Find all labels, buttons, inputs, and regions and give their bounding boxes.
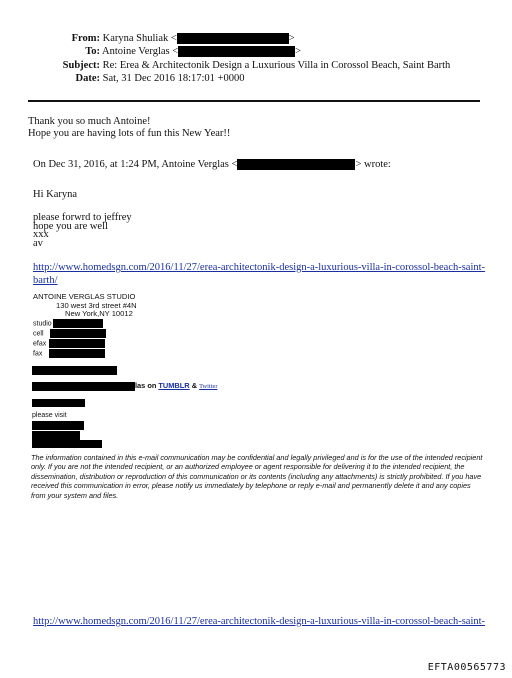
redaction-bar [177,33,289,44]
from-value: Karyna Shuliak < [102,33,177,44]
footer-link[interactable]: http://www.homedsgn.com/2016/11/27/erea-architectonik-design-a-luxurious-villa-in-corossol-beach-saint- [33,616,486,627]
redaction-bar [49,349,105,358]
cell-label: cell [33,330,44,338]
redaction-bar [178,46,295,57]
greeting: Hi Karyna [33,189,78,200]
body-line-2: Hope you are having lots of fun this New Year!! [28,128,231,139]
to-label: To: [85,46,100,57]
document-id: EFTA00565773 [427,662,506,673]
address-line-1: 130 west 3rd street #4N [56,300,137,310]
to-row: To: Antoine Verglas < > [42,46,301,57]
date-row [42,73,244,84]
subject-row [42,60,450,71]
studio-label: studio [33,320,52,328]
body-line-1: Thank you so much Antoine! [28,116,151,127]
studio-name: ANTOINE VERGLAS STUDIO [33,292,136,301]
redaction-bar [237,159,355,170]
signature-block [33,293,137,319]
redaction-bar [53,319,103,328]
address-line-2: New York,NY 10012 [65,309,133,319]
header-divider [28,100,480,102]
date-label: Date: [75,73,100,84]
from-row: From: Karyna Shuliak < > [42,33,295,44]
efax-label: efax [33,340,47,348]
to-value: Antoine Verglas < [102,46,179,57]
redaction-bar [32,382,135,391]
redaction-bar [50,329,106,338]
twitter-link[interactable]: Twitter [199,383,218,390]
subject-label: Subject: [62,60,100,71]
quote-intro: On Dec 31, 2016, at 1:24 PM, Antoine Verglas < > wrote: [33,159,391,170]
date-value: Sat, 31 Dec 2016 18:17:01 +0000 [102,73,245,84]
confidentiality-disclaimer: The information contained in this e-mail communication may be confidential and legally privileged and is for the use of the intended recipient only. If you are not the intended recipient, or an authorized employee or agent responsible for delivering it to the intended recipient, the dissemination, distribution or reproduction of this communication or its contents (including any attachments) is strictly prohibited. If you have received this communication in error, please notify us immediately by telephone or reply e-mail and permanently delete it and any copies from your system and files. [31,453,483,500]
quoted-message: please forwrd to jeffrey hope you are well xxx av [33,212,132,249]
redaction-bar [32,440,102,448]
article-link[interactable]: http://www.homedsgn.com/2016/11/27/erea-architectonik-design-a-luxurious-villa-in-corossol-beach-saint- barth/ [33,262,486,286]
social-line: las on TUMBLR & Twitter [32,381,217,391]
redaction-bar [32,399,85,407]
tumblr-link[interactable]: TUMBLR [158,381,190,390]
redaction-bar [32,431,80,440]
please-visit: please visit [32,412,67,419]
subject-value: Re: Erea & Architectonik Design a Luxurious Villa in Corossol Beach, Saint Barth [102,60,451,71]
redaction-bar [49,339,105,348]
contact-lines [33,319,106,359]
redaction-bar [32,366,117,375]
from-label: From: [71,33,100,44]
redaction-bar [32,421,84,430]
fax-label: fax [33,350,43,358]
